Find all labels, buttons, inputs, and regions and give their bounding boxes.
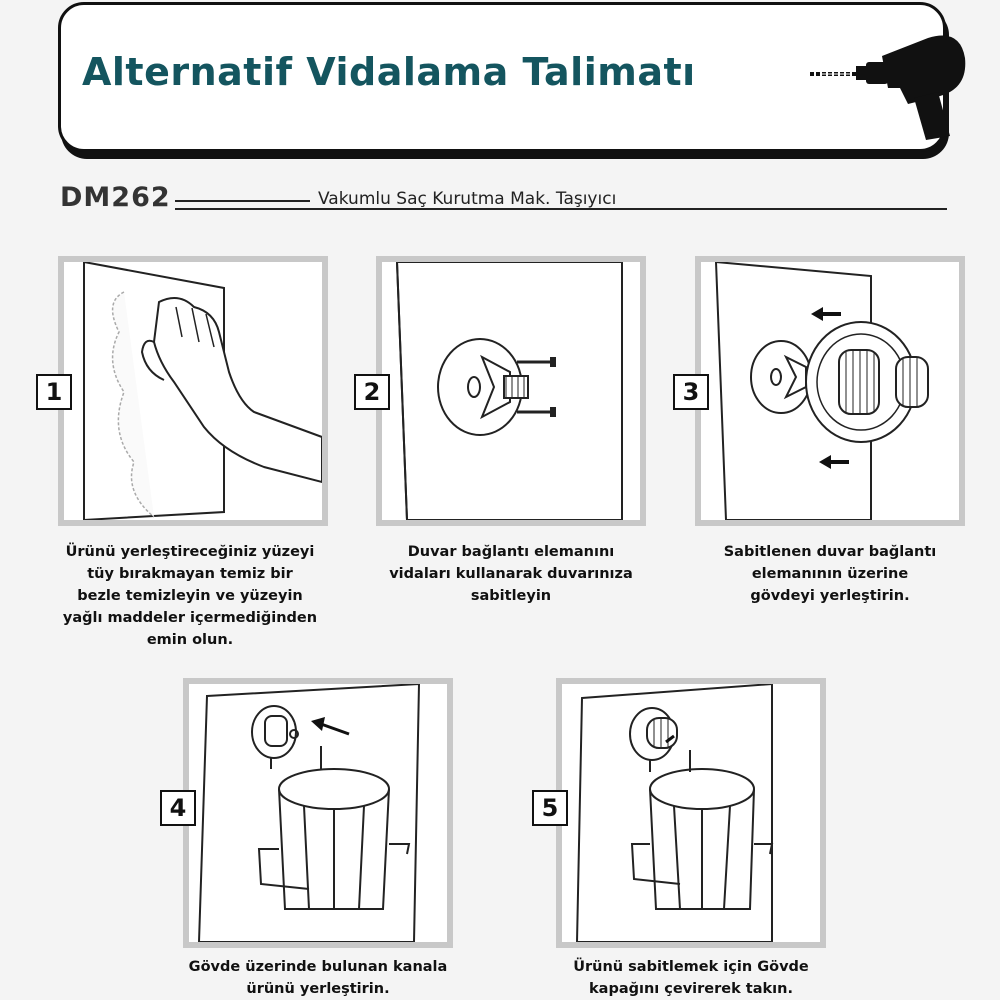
step-3-number: 3 [673, 374, 709, 410]
step-4-number: 4 [160, 790, 196, 826]
step-5-illustration [556, 678, 826, 948]
drill-icon [810, 18, 970, 143]
step-4-caption: Gövde üzerinde bulunan kanala ürünü yerleştirin. [188, 959, 448, 997]
step-1-illustration [58, 256, 328, 526]
step-2-number: 2 [354, 374, 390, 410]
step-3-caption: Sabitlenen duvar bağlantı elemanının üzerine gövdeyi yerleştirin. [723, 544, 937, 604]
step-4-illustration [183, 678, 453, 948]
step-2-caption: Duvar bağlantı elemanını vidaları kullanarak duvarınıza sabitleyin [389, 544, 633, 604]
step-5-caption: Ürünü sabitlemek için Gövde kapağını çevirerek takın. [573, 959, 809, 997]
step-2-illustration [376, 256, 646, 526]
step-1-number: 1 [36, 374, 72, 410]
product-name: Vakumlu Saç Kurutma Mak. Taşıyıcı [318, 189, 617, 209]
step-3-illustration [695, 256, 965, 526]
divider [175, 200, 310, 202]
step-5-number: 5 [532, 790, 568, 826]
product-code: DM262 [60, 182, 171, 213]
page-title: Alternatif Vidalama Talimatı [82, 50, 696, 94]
step-1-caption: Ürünü yerleştireceğiniz yüzeyi tüy bırakmayan temiz bir bezle temizleyin ve yüzeyin yağlı maddeler içermediğinden emin olun. [62, 544, 318, 648]
